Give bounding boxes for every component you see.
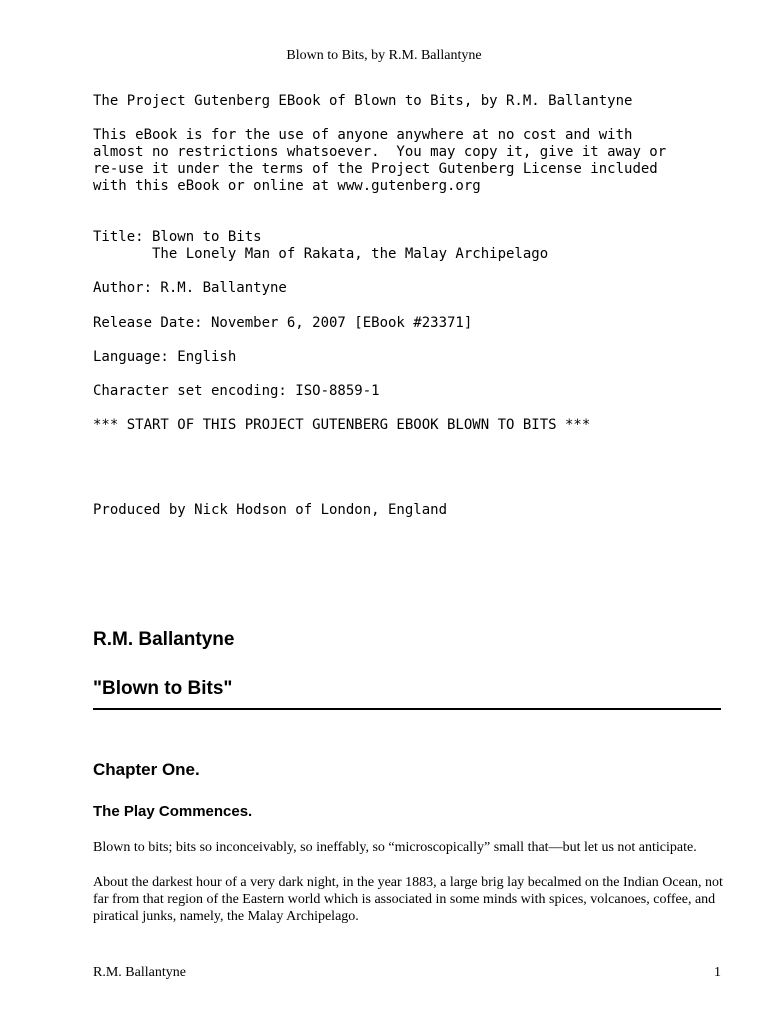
author-line: Author: R.M. Ballantyne bbox=[93, 280, 287, 296]
chapter-heading: Chapter One. bbox=[93, 760, 200, 779]
running-header: Blown to Bits, by R.M. Ballantyne bbox=[286, 48, 482, 63]
language-line: Language: English bbox=[93, 349, 237, 365]
start-marker: *** START OF THIS PROJECT GUTENBERG EBOOK BLOWN TO BITS *** bbox=[93, 417, 591, 433]
encoding-line: Character set encoding: ISO-8859-1 bbox=[93, 383, 380, 399]
title-block: Title: Blown to Bits The Lonely Man of Rakata, the Malay Archipelago bbox=[93, 229, 549, 262]
page-number: 1 bbox=[714, 965, 721, 980]
release-date-line: Release Date: November 6, 2007 [EBook #23371] bbox=[93, 315, 473, 331]
book-title-heading: "Blown to Bits" bbox=[93, 678, 233, 699]
footer-author: R.M. Ballantyne bbox=[93, 965, 186, 980]
paragraph-2: About the darkest hour of a very dark night, in the year 1883, a large brig lay becalmed on the Indian Ocean, not far from that region of the Eastern world which is associated in some minds with spices, volcanoes, coffee, and piratical junks, namely, the Malay Archipelago. bbox=[93, 875, 723, 924]
license-notice: This eBook is for the use of anyone anywhere at no cost and with almost no restrictions whatsoever. You may copy it, give it away or re-use it under the terms of the Project Gutenberg License included with this eBook or online at www.gutenberg.org bbox=[93, 127, 667, 194]
paragraph-1: Blown to bits; bits so inconceivably, so ineffably, so “microscopically” small that—but let us not anticipate. bbox=[93, 840, 697, 855]
chapter-subtitle: The Play Commences. bbox=[93, 803, 253, 820]
gutenberg-intro: The Project Gutenberg EBook of Blown to Bits, by R.M. Ballantyne bbox=[93, 93, 633, 109]
title-divider bbox=[93, 708, 721, 710]
book-author-heading: R.M. Ballantyne bbox=[93, 629, 235, 650]
producer-line: Produced by Nick Hodson of London, England bbox=[93, 502, 448, 518]
